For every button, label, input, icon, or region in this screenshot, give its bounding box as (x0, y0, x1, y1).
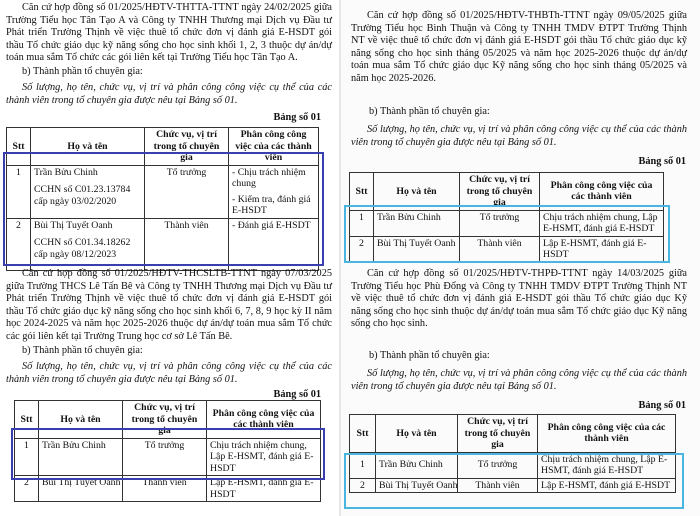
member-name: Bùi Thị Tuyết Oanh (376, 478, 458, 493)
header-stt: Stt (15, 401, 39, 439)
header-name: Họ và tên (376, 415, 458, 453)
header-stt: Stt (350, 173, 374, 211)
right-document-panel (341, 0, 700, 516)
table-caption: Bảng số 01 (638, 400, 686, 411)
highlight-box (11, 428, 325, 480)
header-stt: Stt (7, 128, 31, 166)
task-line: - Kiểm tra, đánh giá E-HSDT (232, 193, 311, 216)
row-task: Lập E-HSMT, đánh giá E-HSDT (207, 476, 321, 502)
left-document-panel (0, 0, 339, 516)
header-task: Phân công công việc của các thành viên (229, 128, 319, 166)
table-caption: Bảng số 01 (638, 156, 686, 167)
row-stt: 2 (7, 218, 31, 270)
header-role: Chức vụ, vị trí trong tổ chuyên gia (145, 128, 229, 166)
member-name: Bùi Thị Tuyết Oanh (39, 476, 123, 502)
member-name: Bùi Thị Tuyết Oanh (34, 219, 113, 231)
contract-paragraph: Căn cứ hợp đồng số 01/2025/HĐTV-THPĐ-TTNT ngày 14/03/2025 giữa Trường Tiểu học Phù Đổng và Công ty TNHH TMDV ĐTPT Trường Thịnh NT về việc thuê tổ chức đơn vị đánh giá E-HSDT gói thầu Tổ chức giáo dục Kỹ năng sống cho học sinh thuộc dự án/dự toán mua sắm Tổ chức giáo dục Kỹ năng sống cho học sinh. (351, 268, 687, 330)
row-stt: 1 (15, 438, 39, 476)
header-stt: Stt (350, 415, 376, 453)
section-heading: b) Thành phần tổ chuyên gia: (369, 106, 490, 117)
member-name: Bùi Thị Tuyết Oanh (374, 236, 460, 262)
row-stt: 1 (350, 210, 374, 236)
header-role: Chức vụ, vị trí trong tổ chuyên gia (460, 173, 540, 211)
highlight-box (344, 205, 670, 263)
header-name: Họ và tên (31, 128, 145, 166)
member-cert: CCHN số C01.23.13784 cấp ngày 03/02/2020 (34, 184, 131, 207)
row-role: Tổ trưởng (123, 438, 207, 476)
member-name: Trần Bửu Chinh (39, 438, 123, 476)
table-intro: Số lượng, họ tên, chức vụ, vị trí và phân công công việc cụ thể của các thành viên trong tổ chuyên gia được nêu tại Bảng số 01. (351, 368, 687, 392)
table-intro: Số lượng, họ tên, chức vụ, vị trí và phân công công việc cụ thể của các thành viên trong tổ chuyên gia được nêu tại Bảng số 01. (351, 124, 687, 148)
header-name: Họ và tên (374, 173, 460, 211)
row-task: Lập E-HSMT, đánh giá E-HSDT (540, 236, 664, 262)
task-line: - Chịu trách nhiệm chung (232, 166, 306, 189)
table-caption: Bảng số 01 (273, 112, 321, 123)
row-role: Thành viên (458, 478, 538, 493)
table-header-row (350, 415, 676, 453)
row-task: Lập E-HSMT, đánh giá E-HSDT (538, 478, 676, 493)
contract-paragraph: Căn cứ hợp đồng số 01/2025/HĐTV-THCSLTB-TTNT ngày 07/03/2025 giữa Trường THCS Lê Tấn Bê và Công ty TNHH Thương mại Dịch vụ Đầu tư Phát triển Trường Thịnh về việc thuê tổ chức đơn vị đánh giá E-HSDT gói thầu Tổ chức giáo dục kỹ năng sống cho học sinh khối 6, 7, 8, 9 học kỳ II năm học 2024-2025 và năm học 2025-2026 thuộc dự án/dự toán mua sắm Tổ chức các gói liên kết tại Trường Trung học cơ sở Lê Tấn Bê. (6, 268, 332, 342)
section-heading: b) Thành phần tổ chuyên gia: (22, 345, 143, 356)
row-role: Tổ trưởng (145, 165, 229, 218)
header-task: Phân công công việc của các thành viên (538, 415, 676, 453)
task-line: - Đánh giá E-HSDT (232, 219, 311, 231)
section-heading: b) Thành phần tổ chuyên gia: (22, 66, 143, 77)
highlight-box (3, 152, 324, 266)
header-role: Chức vụ, vị trí trong tổ chuyên gia (458, 415, 538, 453)
row-stt: 2 (350, 478, 376, 493)
header-name: Họ và tên (39, 401, 123, 439)
row-stt: 1 (350, 452, 376, 478)
header-task: Phân công công việc của các thành viên (207, 401, 321, 439)
member-cert: CCHN số C01.34.18262 cấp ngày 08/12/2023 (34, 237, 131, 260)
header-task: Phân công công việc của các thành viên (540, 173, 664, 211)
member-name: Trần Bửu Chinh (34, 166, 98, 178)
row-stt: 1 (7, 165, 31, 218)
contract-paragraph: Căn cứ hợp đồng số 01/2025/HĐTV-THTTA-TTNT ngày 24/02/2025 giữa Trường Tiểu học Tân Tạo A và Công ty TNHH Thương mại Dịch vụ Đầu tư Phát triển Trường Thịnh về việc thuê tổ chức đơn vị đánh giá E-HSDT gói thầu Tổ chức giáo dục kỹ năng sống cho học sinh khối 1, 2, 3 thuộc dự án/dự toán mua sắm Tổ chức các gói liên kết tại Trường Tiểu học Tân Tạo A. (6, 2, 332, 64)
table-intro: Số lượng, họ tên, chức vụ, vị trí và phân công công việc cụ thể của các thành viên trong tổ chuyên gia được nêu tại Bảng số 01. (6, 361, 332, 385)
row-task: Chịu trách nhiệm chung, Lập E-HSMT, đánh giá E-HSDT (538, 452, 676, 478)
row-task: Chịu trách nhiệm chung, Lập E-HSMT, đánh giá E-HSDT (540, 210, 664, 236)
row-role: Thành viên (123, 476, 207, 502)
member-name: Trần Bửu Chinh (376, 452, 458, 478)
section-heading: b) Thành phần tổ chuyên gia: (369, 350, 490, 361)
row-role: Tổ trưởng (460, 210, 540, 236)
table-intro: Số lượng, họ tên, chức vụ, vị trí và phân công công việc cụ thể của các thành viên trong tổ chuyên gia được nêu tại Bảng số 01. (6, 82, 332, 106)
row-role: Thành viên (460, 236, 540, 262)
member-name: Trần Bửu Chinh (374, 210, 460, 236)
row-role: Thành viên (145, 218, 229, 270)
row-stt: 2 (15, 476, 39, 502)
highlight-box (344, 453, 684, 509)
header-role: Chức vụ, vị trí trong tổ chuyên gia (123, 401, 207, 439)
table-caption: Bảng số 01 (273, 389, 321, 400)
row-role: Tổ trưởng (458, 452, 538, 478)
row-task: Chịu trách nhiệm chung, Lập E-HSMT, đánh giá E-HSDT (207, 438, 321, 476)
contract-paragraph: Căn cứ hợp đồng số 01/2025/HĐTV-THBTh-TTNT ngày 09/05/2025 giữa Trường Tiểu học Bình Thuận và Công ty TNHH TMDV ĐTPT Trường Thịnh NT về việc thuê tổ chức đơn vị đánh giá E-HSDT gói thầu Tổ chức giáo dục kỹ năng sống cho học sinh tháng 05/2025 và năm học 2025-2026 thuộc dự án/dự toán mua sắm Tổ chức giáo dục Kỹ năng sống cho học sinh tháng 05/2025 và năm học 2025-2026. (351, 10, 687, 84)
row-stt: 2 (350, 236, 374, 262)
